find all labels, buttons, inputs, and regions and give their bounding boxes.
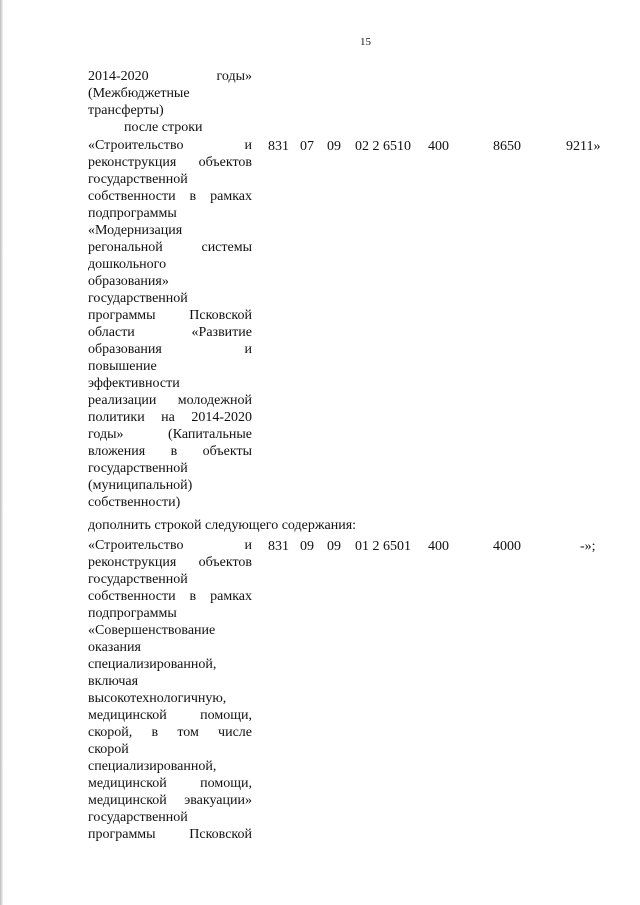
row1-desc-line-6: «Модернизация — [88, 223, 183, 238]
block1-line-2: (Межбюджетные — [88, 86, 190, 101]
row2-desc-line-4: собственности в рамках — [88, 589, 252, 604]
row1-desc-line-5: подпрограммы — [88, 206, 177, 221]
row2-desc-line-9: включая — [88, 674, 139, 689]
row2-code-e: 400 — [428, 539, 449, 554]
row1-desc-line-4: собственности в рамках — [88, 189, 252, 204]
row2-desc-line-10: высокотехнологичную, — [88, 691, 227, 706]
row1-desc-line-21: (муниципальной) — [88, 478, 193, 493]
row1-desc-line-13: образования и — [88, 342, 252, 357]
after-line-instruction: после строки — [124, 120, 203, 135]
row1-code-f: 8650 — [493, 139, 521, 154]
row2-desc-line-13: скорой — [88, 742, 129, 757]
row1-code-b: 07 — [300, 139, 314, 154]
row1-desc-line-3: государственной — [88, 172, 188, 187]
row1-desc-line-1: «Строительство и — [88, 138, 252, 153]
row1-desc-line-16: реализации молодежной — [88, 393, 252, 408]
row1-desc-line-20: государственной — [88, 461, 188, 476]
row1-desc-line-2: реконструкция объектов — [88, 155, 252, 170]
row2-desc-line-17: государственной — [88, 810, 188, 825]
row2-desc-line-7: оказания — [88, 640, 141, 655]
row1-desc-line-19: вложения в объекты — [88, 444, 252, 459]
row2-desc-line-12: скорой, в том числе — [88, 725, 252, 740]
row1-code-a: 831 — [268, 139, 289, 154]
row1-code-g: 9211» — [566, 139, 601, 154]
row2-code-c: 09 — [327, 539, 341, 554]
row2-desc-line-14: специализированной, — [88, 759, 217, 774]
row2-desc-line-11: медицинской помощи, — [88, 708, 252, 723]
row2-desc-line-16: медицинской эвакуации» — [88, 793, 252, 808]
row2-desc-line-6: «Совершенствование — [88, 623, 216, 638]
row2-desc-line-5: подпрограммы — [88, 606, 177, 621]
row1-desc-line-15: эффективности — [88, 376, 180, 391]
row2-desc-line-3: государственной — [88, 572, 188, 587]
row1-desc-line-17: политики на 2014-2020 — [88, 410, 252, 425]
row1-desc-line-9: образования» — [88, 274, 169, 289]
row1-desc-line-22: собственности) — [88, 495, 181, 510]
row2-code-f: 4000 — [493, 539, 521, 554]
row1-desc-line-10: государственной — [88, 291, 188, 306]
row2-code-d: 01 2 6501 — [355, 539, 411, 554]
row1-desc-line-12: области «Развитие — [88, 325, 252, 340]
row2-desc-line-18: программы Псковской — [88, 827, 252, 842]
row1-desc-line-11: программы Псковской — [88, 308, 252, 323]
add-line-instruction: дополнить строкой следующего содержания: — [88, 518, 357, 533]
block1-line-3: трансферты) — [88, 103, 164, 118]
block1-line-1: 2014-2020 годы» — [88, 69, 252, 84]
row2-desc-line-8: специализированной, — [88, 657, 217, 672]
row2-desc-line-2: реконструкция объектов — [88, 555, 252, 570]
row1-desc-line-8: дошкольного — [88, 257, 167, 272]
row2-desc-line-1: «Строительство и — [88, 538, 252, 553]
row1-desc-line-7: регональной системы — [88, 240, 252, 255]
page-number: 15 — [360, 36, 371, 48]
row2-code-a: 831 — [268, 539, 289, 554]
scan-edge — [0, 0, 3, 905]
row2-desc-line-15: медицинской помощи, — [88, 776, 252, 791]
row2-code-b: 09 — [300, 539, 314, 554]
row1-code-e: 400 — [428, 139, 449, 154]
row1-code-c: 09 — [327, 139, 341, 154]
row1-desc-line-14: повышение — [88, 359, 157, 374]
row2-code-g: -»; — [580, 539, 596, 554]
row1-desc-line-18: годы» (Капитальные — [88, 427, 252, 442]
row1-code-d: 02 2 6510 — [355, 139, 411, 154]
